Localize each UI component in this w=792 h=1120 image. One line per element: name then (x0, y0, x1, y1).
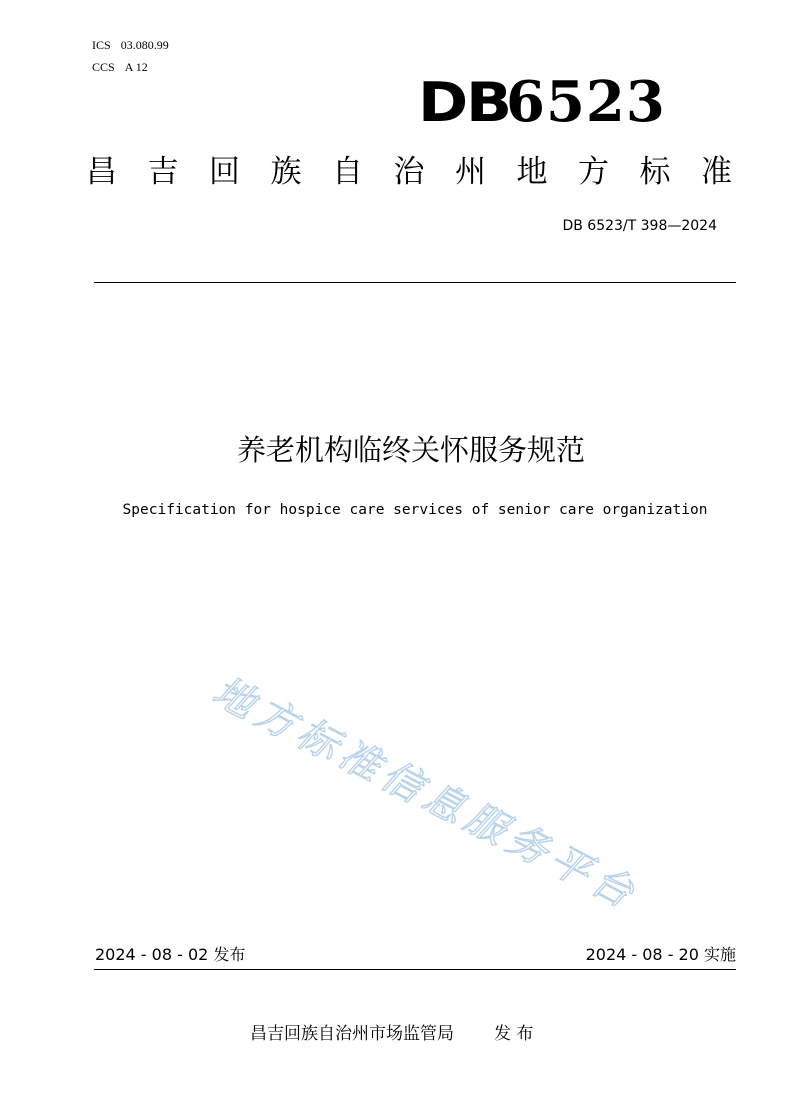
document-title-english: Specification for hospice care services of senior care organization (122, 502, 708, 518)
watermark-char: 地 (205, 668, 263, 728)
watermark-char: 息 (415, 773, 473, 833)
title-char: 地 (516, 154, 548, 190)
issuer-name: 昌吉回族自治州市场监管局 (250, 1024, 454, 1044)
ics-label: ICS (92, 38, 111, 52)
watermark-char: 服 (457, 794, 515, 854)
db-standard-logo (418, 69, 666, 135)
implementation-date: 2024 - 08 - 20 实施 (585, 945, 736, 964)
title-char: 回 (209, 154, 240, 190)
ccs-code: A 12 (124, 60, 148, 74)
standard-number: DB 6523/T 398—2024 (562, 218, 717, 234)
watermark-char: 信 (373, 752, 431, 812)
db-logo-number: 6523 (506, 69, 666, 135)
issue-date: 2024 - 08 - 02 发布 (95, 945, 246, 964)
title-char: 昌 (86, 154, 117, 190)
ccs-label: CCS (92, 60, 115, 74)
title-char: 州 (455, 154, 486, 190)
title-char: 准 (701, 154, 732, 190)
standard-category-title (86, 152, 732, 192)
top-divider (94, 282, 736, 283)
title-char: 标 (639, 154, 671, 190)
ics-code-line (92, 38, 169, 52)
watermark-char: 务 (499, 815, 557, 875)
watermark-char: 台 (583, 857, 641, 917)
ics-code: 03.080.99 (120, 38, 169, 52)
title-char: 自 (332, 154, 363, 190)
issuer-action: 发 布 (494, 1024, 534, 1044)
title-char: 族 (270, 154, 302, 190)
watermark-char: 方 (247, 689, 305, 749)
title-char: 治 (393, 154, 425, 190)
ccs-code-line (92, 60, 148, 74)
bottom-divider (94, 969, 736, 970)
watermark-char: 平 (541, 836, 599, 896)
issuer-line (250, 1022, 533, 1046)
watermark (200, 660, 660, 920)
watermark-char: 准 (331, 731, 389, 791)
watermark-char: 标 (289, 710, 347, 770)
title-char: 吉 (147, 154, 179, 190)
db-logo-letters: DB (418, 71, 510, 134)
document-title-chinese: 养老机构临终关怀服务规范 (236, 433, 585, 467)
title-char: 方 (578, 154, 609, 190)
